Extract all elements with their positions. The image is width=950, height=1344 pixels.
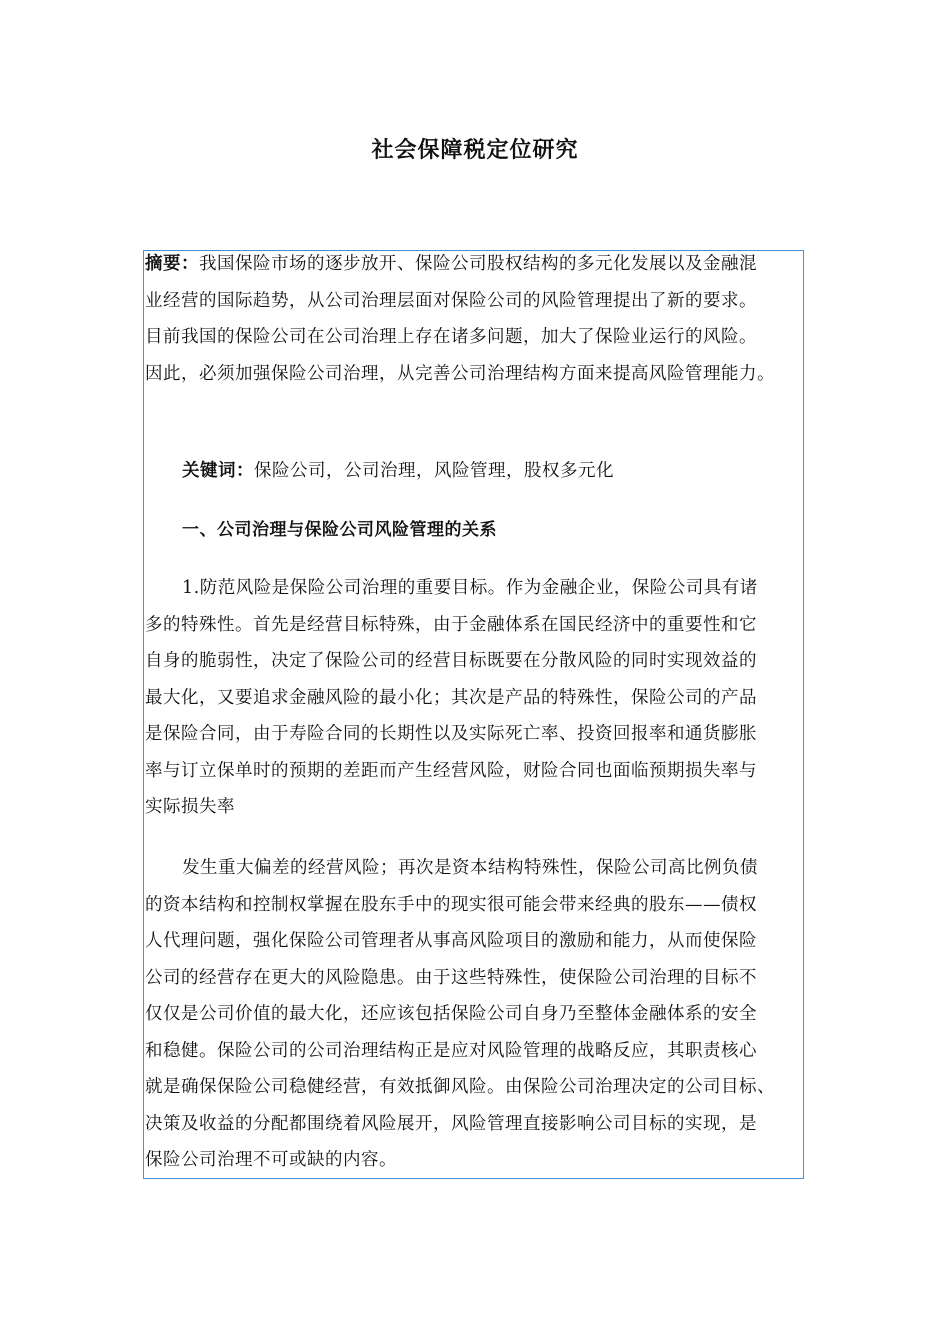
keywords: [145, 453, 809, 490]
paragraph-2: [145, 850, 809, 1179]
paragraph-1-line: 率与订立保单时的预期的差距而产生经营风险，财险合同也面临预期损失率与: [145, 760, 757, 781]
abstract: [145, 246, 809, 392]
paragraph-1-line: 自身的脆弱性，决定了保险公司的经营目标既要在分散风险的同时实现效益的: [145, 651, 757, 671]
paragraph-2-line: 公司的经营存在更大的风险隐患。由于这些特殊性，使保险公司治理的目标不: [145, 967, 757, 988]
page-title: 社会保障税定位研究: [371, 138, 579, 163]
abstract-line-3: 目前我国的保险公司在公司治理上存在诸多问题，加大了保险业运行的风险。: [145, 327, 757, 347]
keywords-label: 关键词：: [182, 461, 254, 481]
paragraph-1-line: 是保险合同，由于寿险合同的长期性以及实际死亡率、投资回报率和通货膨胀: [145, 724, 757, 744]
paragraph-1-line: 1.防范风险是保险公司治理的重要目标。作为金融企业，保险公司具有诸: [182, 578, 758, 598]
paragraph-2-line: 的资本结构和控制权掌握在股东手中的现实很可能会带来经典的股东——债权: [145, 894, 757, 915]
paragraph-2-line: 决策及收益的分配都围绕着风险展开，风险管理直接影响公司目标的实现，是: [145, 1113, 757, 1134]
abstract-line-4: 因此，必须加强保险公司治理，从完善公司治理结构方面来提高风险管理能力。: [145, 363, 775, 384]
abstract-line-2: 业经营的国际趋势，从公司治理层面对保险公司的风险管理提出了新的要求。: [145, 290, 757, 311]
paragraph-2-line: 人代理问题，强化保险公司管理者从事高风险项目的激励和能力，从而使保险: [145, 931, 757, 951]
paragraph-1-line: 多的特殊性。首先是经营目标特殊，由于金融体系在国民经济中的重要性和它: [145, 614, 757, 635]
paragraph-2-line: 发生重大偏差的经营风险；再次是资本结构特殊性，保险公司高比例负债: [182, 858, 758, 878]
paragraph-2-line: 保险公司治理不可或缺的内容。: [145, 1150, 397, 1170]
paragraph-1-line: 实际损失率: [145, 797, 235, 817]
paragraph-2-line: 就是确保保险公司稳健经营，有效抵御风险。由保险公司治理决定的公司目标、: [145, 1077, 775, 1097]
paragraph-1: [145, 570, 809, 826]
paragraph-1-line: 最大化，又要追求金融风险的最小化；其次是产品的特殊性，保险公司的产品: [145, 687, 757, 708]
abstract-line-1: 摘要：我国保险市场的逐步放开、保险公司股权结构的多元化发展以及金融混: [145, 254, 757, 274]
paragraph-2-line: 仅仅是公司价值的最大化，还应该包括保险公司自身乃至整体金融体系的安全: [145, 1004, 757, 1024]
section-heading: 一、公司治理与保险公司风险管理的关系: [182, 520, 497, 540]
paragraph-2-line: 和稳健。保险公司的公司治理结构正是应对风险管理的战略反应，其职责核心: [145, 1040, 757, 1061]
keywords-text: 保险公司，公司治理，风险管理，股权多元化: [254, 461, 614, 481]
abstract-label: 摘要：: [145, 254, 199, 274]
